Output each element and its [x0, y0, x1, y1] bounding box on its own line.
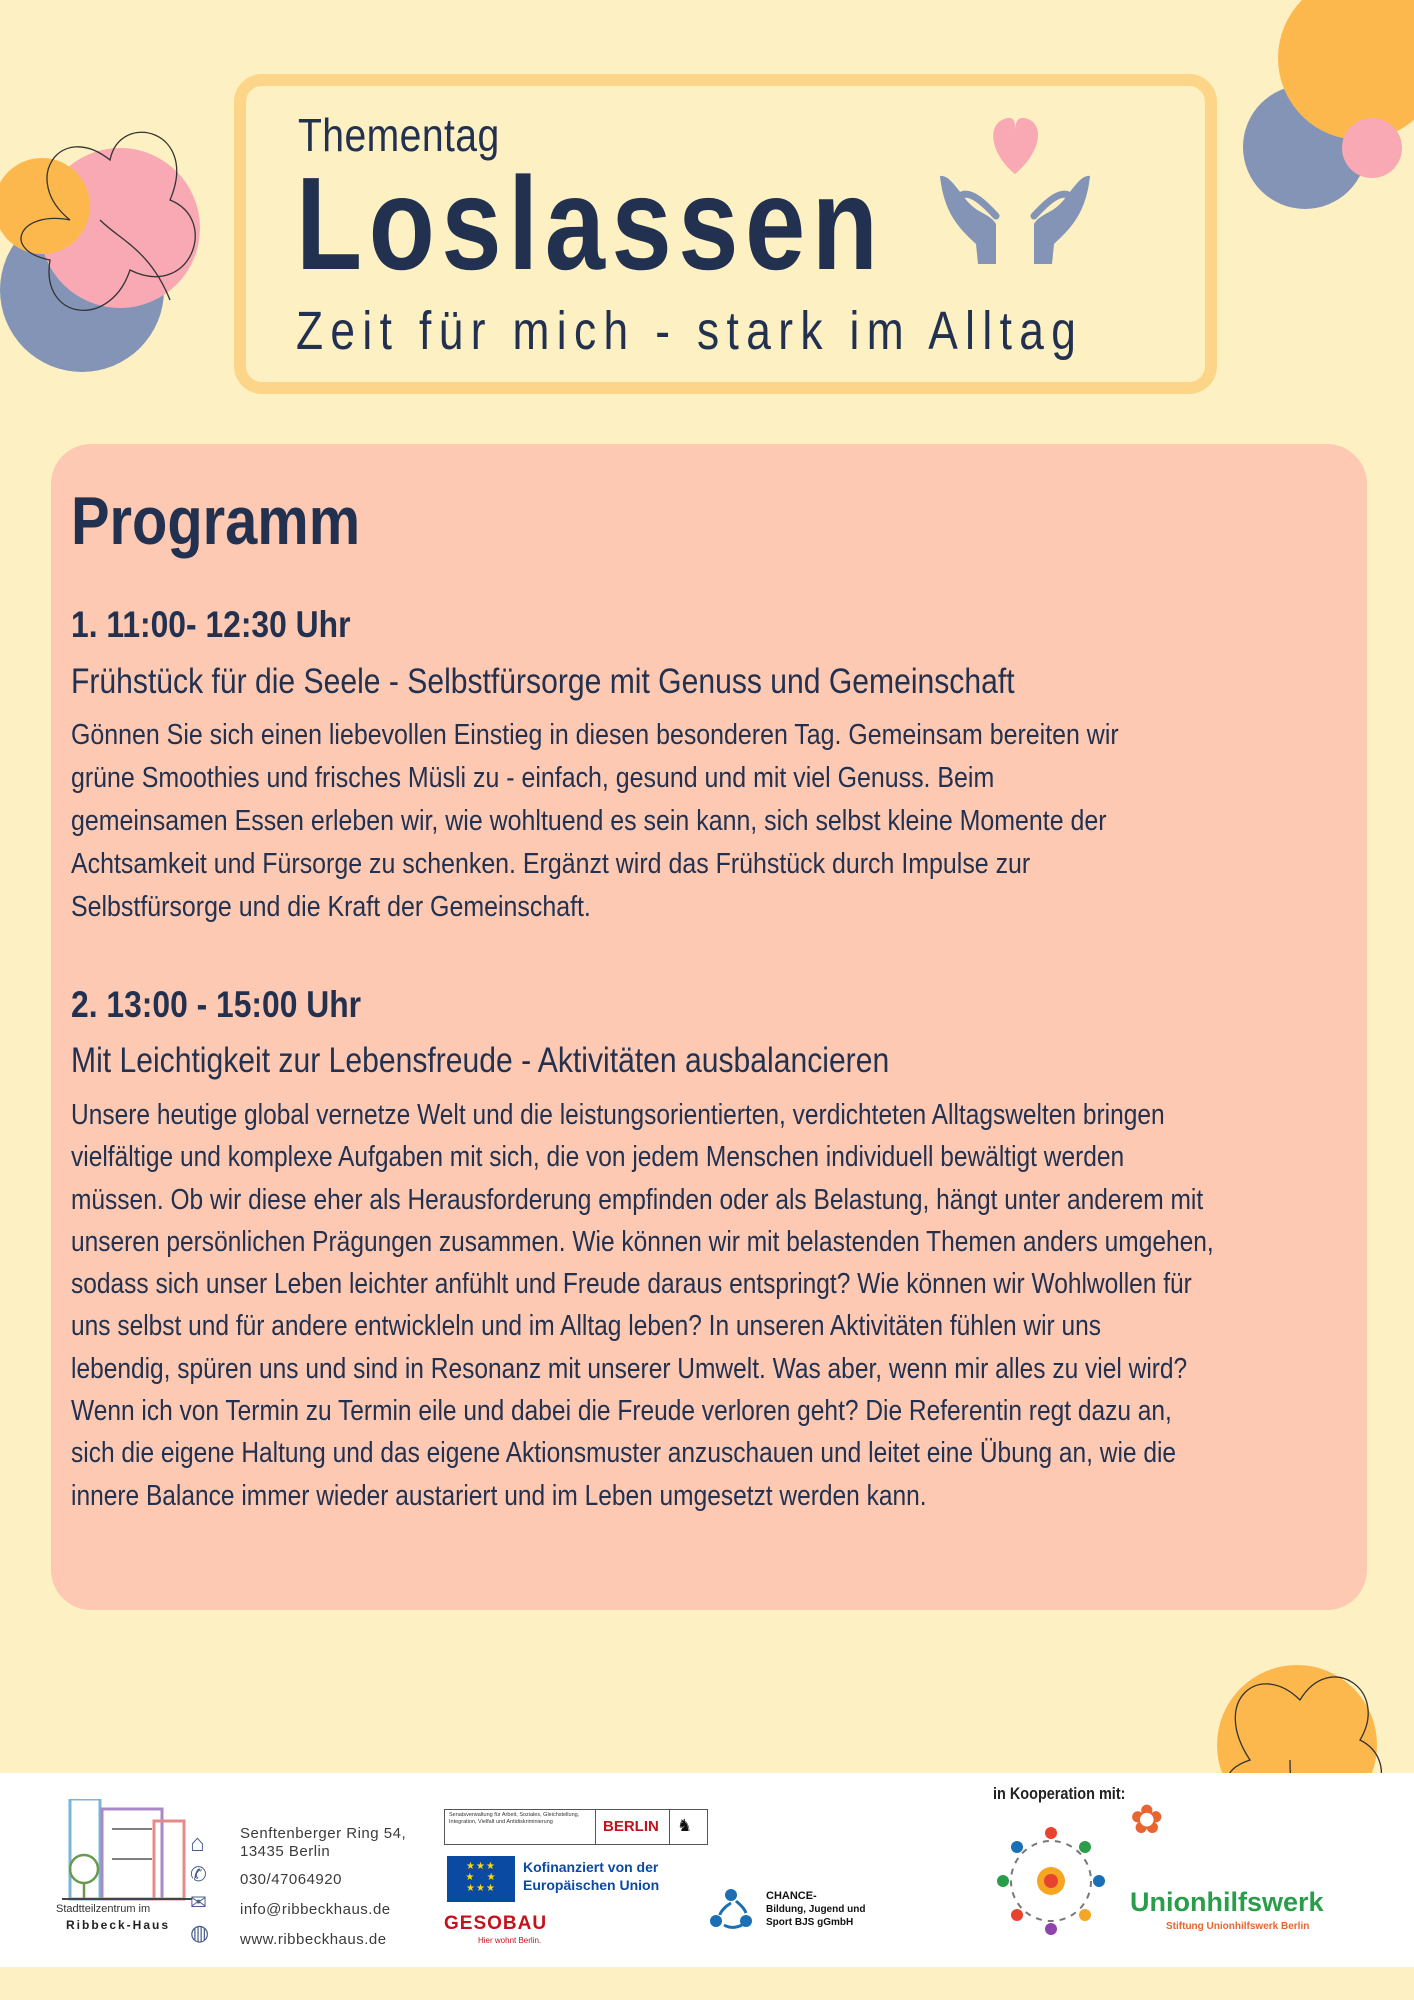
mail-icon: ✉ — [190, 1892, 207, 1914]
slot-2-line: Unsere heutige global vernetze Welt und die leistungsorientierten, verdichteten Alltagswelten bringen — [71, 1099, 1165, 1131]
slot-1-line: gemeinsamen Essen erleben wir, wie wohltuend es sein kann, sich selbst kleine Momente der — [71, 805, 1107, 837]
phone-icon: ✆ — [190, 1864, 207, 1886]
gesobau-tagline: Hier wohnt Berlin. — [478, 1936, 542, 1945]
slot-1-time: 1. 11:00- 12:30 Uhr — [71, 604, 351, 645]
deco-circle-orange-tr — [1278, 0, 1414, 140]
globe-icon: ◍ — [190, 1920, 210, 1945]
slot-2-line: Wenn ich von Termin zu Termin eile und dabei die Freude verloren geht? Die Referentin regt dazu an, — [71, 1395, 1172, 1428]
slot-1-line: Selbstfürsorge und die Kraft der Gemeinschaft. — [71, 891, 591, 923]
slot-2-line: unseren persönlichen Prägungen zusammen. Wie können wir mit belastenden Themen anders umgehen, — [71, 1225, 1214, 1258]
chance-line1: CHANCE- — [766, 1890, 817, 1902]
berlin-bear-icon: ♞ — [677, 1816, 693, 1835]
cooperation-label: in Kooperation mit: — [993, 1784, 1126, 1803]
slot-2-line: müssen. Ob wir diese eher als Herausforderung empfinden oder als Belastung, hängt unter anderem mit — [71, 1183, 1204, 1216]
slot-2-line: innere Balance immer wieder austariert und im Leben umgesetzt werden kann. — [71, 1479, 927, 1512]
slot-1-line: Gönnen Sie sich einen liebevollen Einstieg in diesen besonderen Tag. Gemeinsam bereiten wir — [71, 719, 1119, 751]
slot-2-description — [71, 1094, 1228, 1517]
slot-2-line: sodass sich unser Leben leichter anfühlt und Freude daraus entspringt? Wie können wir Wohlwollen für — [71, 1268, 1192, 1301]
header-subtitle: Zeit für mich - stark im Alltag — [296, 301, 1084, 361]
heart-hands-icon — [930, 104, 1100, 274]
eu-flag-icon: ★★★ ★ ★ ★★★ — [447, 1856, 515, 1902]
chance-line3: Sport BJS gGmbH — [766, 1917, 854, 1928]
phone-number: 030/47064920 — [240, 1871, 342, 1888]
gesobau-logo: GESOBAU — [444, 1913, 548, 1934]
slot-2-line: sich die eigene Haltung und das eigene Aktionsmuster anzuschauen und leitet eine Übung an, wie die — [71, 1437, 1177, 1470]
cooperation-people-circle-icon — [993, 1823, 1109, 1939]
org-name-line2: Ribbeck-Haus — [66, 1918, 171, 1932]
berlin-label: BERLIN — [603, 1818, 659, 1835]
deco-circle-orange — [0, 158, 90, 254]
email-link[interactable]: info@ribbeckhaus.de — [240, 1901, 391, 1918]
slot-2-line: lebendig, spüren uns und sind in Resonanz mit unserer Umwelt. Was aber, wenn mir alles zu viel wird? — [71, 1352, 1188, 1385]
deco-circle-pink — [40, 148, 200, 308]
deco-circle-slate — [0, 208, 164, 372]
slot-1-description — [71, 714, 1219, 929]
chance-line2: Bildung, Jugend und — [766, 1904, 866, 1915]
deco-circle-slate-tr — [1243, 85, 1367, 209]
footer-bottom-strip — [0, 1967, 1414, 2000]
address-line2: 13435 Berlin — [240, 1843, 331, 1860]
senate-text: Senatsverwaltung für Arbeit, Soziales, Gleichstellung, Integration, Vielfalt und Antidiskriminierung — [449, 1812, 580, 1825]
slot-1-subtitle: Frühstück für die Seele - Selbstfürsorge mit Genuss und Gemeinschaft — [71, 662, 1015, 701]
program-panel — [51, 444, 1367, 1610]
eu-line2: Europäischen Union — [523, 1877, 660, 1893]
slot-2-subtitle: Mit Leichtigkeit zur Lebensfreude - Aktivitäten ausbalancieren — [71, 1041, 890, 1080]
org-name-line1: Stadtteilzentrum im — [56, 1903, 151, 1915]
slot-2-line: vielfältige und komplexe Aufgaben mit sich, die von jedem Menschen individuell bewältigt werden — [71, 1141, 1125, 1174]
program-heading: Programm — [71, 483, 361, 559]
slot-1-line: Achtsamkeit und Fürsorge zu schenken. Ergänzt wird das Frühstück durch Impulse zur — [71, 848, 1031, 880]
berlin-senate-logo — [444, 1809, 708, 1845]
slot-2-time: 2. 13:00 - 15:00 Uhr — [71, 984, 362, 1025]
website-link[interactable]: www.ribbeckhaus.de — [240, 1931, 387, 1948]
footer — [0, 1773, 1414, 1967]
unionhilfswerk-flower-icon: ✿ — [1130, 1798, 1164, 1842]
slot-2-line: uns selbst und für andere entwickleln und im Alltag leben? In unseren Aktivitäten fühlen wir uns — [71, 1310, 1102, 1343]
deco-flower-outline — [21, 132, 195, 310]
unionhilfswerk-logo: Unionhilfswerk — [1130, 1887, 1324, 1917]
unionhilfswerk-sub: Stiftung Unionhilfswerk Berlin — [1166, 1921, 1310, 1932]
home-icon: ⌂ — [190, 1830, 205, 1857]
header-kicker: Thementag — [298, 109, 500, 161]
header-title: Loslassen — [296, 150, 885, 297]
eu-line1: Kofinanziert von der — [523, 1859, 659, 1875]
chance-logo-icon — [706, 1885, 756, 1935]
address-line1: Senftenberger Ring 54, — [240, 1825, 407, 1842]
deco-circle-pink-tr — [1342, 118, 1402, 178]
slot-1-line: grüne Smoothies und frisches Müsli zu - einfach, gesund und mit viel Genuss. Beim — [71, 762, 995, 794]
